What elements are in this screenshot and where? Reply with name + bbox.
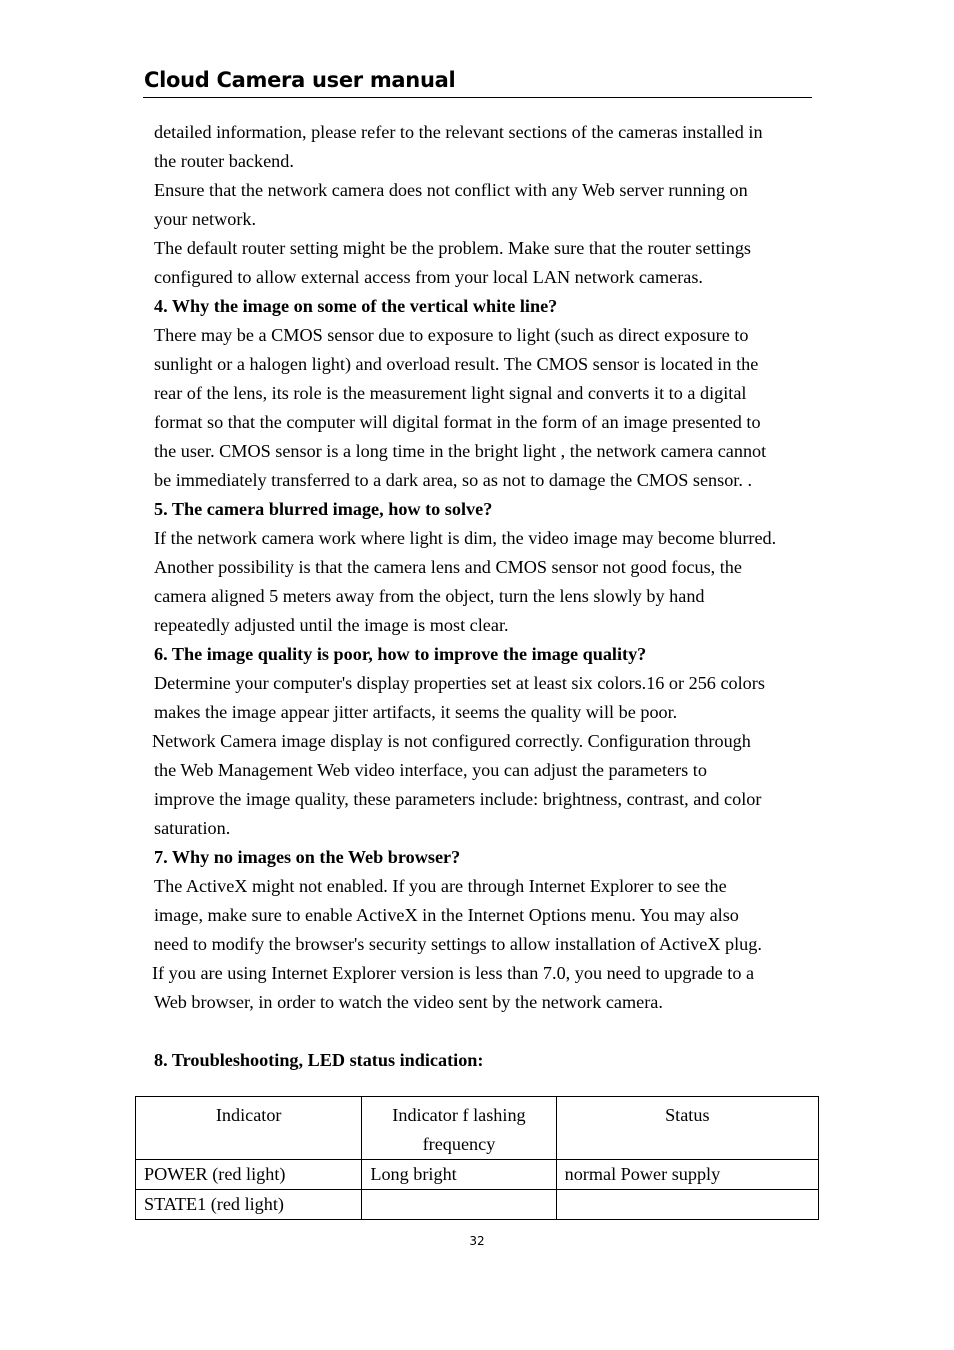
table-cell: POWER (red light) <box>136 1160 362 1190</box>
page-header <box>143 66 812 98</box>
paragraph-line: Determine your computer's display properties set at least six colors.16 or 256 colors <box>154 673 765 693</box>
table-row <box>136 1190 819 1220</box>
paragraph-line: the router backend. <box>154 151 294 171</box>
paragraph-line: camera aligned 5 meters away from the object, turn the lens slowly by hand <box>154 586 705 606</box>
table-cell: STATE1 (red light) <box>136 1190 362 1220</box>
paragraph-line: Another possibility is that the camera lens and CMOS sensor not good focus, the <box>154 557 742 577</box>
paragraph-line: format so that the computer will digital format in the form of an image presented to <box>154 412 761 432</box>
paragraph-line: Ensure that the network camera does not conflict with any Web server running on <box>154 180 748 200</box>
body-text <box>154 118 834 1075</box>
page-number: 32 <box>469 1234 485 1248</box>
table-cell: normal Power supply <box>556 1160 818 1190</box>
paragraph-line: makes the image appear jitter artifacts, it seems the quality will be poor. <box>154 702 678 722</box>
paragraph-line: rear of the lens, its role is the measurement light signal and converts it to a digital <box>154 383 747 403</box>
blank-line <box>154 1017 834 1046</box>
paragraph-line: saturation. <box>154 818 231 838</box>
paragraph-line: The ActiveX might not enabled. If you are through Internet Explorer to see the <box>154 876 727 896</box>
paragraph-line: detailed information, please refer to the relevant sections of the cameras installed in <box>154 122 763 142</box>
column-header-frequency-label: Indicator f lashing frequency <box>392 1105 526 1154</box>
paragraph-line: repeatedly adjusted until the image is most clear. <box>154 615 509 635</box>
table-cell: Long bright <box>362 1160 556 1190</box>
paragraph-line: the Web Management Web video interface, you can adjust the parameters to <box>154 760 707 780</box>
table-cell <box>556 1190 818 1220</box>
paragraph-line: There may be a CMOS sensor due to exposure to light (such as direct exposure to <box>154 325 749 345</box>
paragraph-line: be immediately transferred to a dark area, so as not to damage the CMOS sensor. . <box>154 470 752 490</box>
manual-title: Cloud Camera user manual <box>144 68 456 92</box>
led-status-table <box>135 1096 819 1220</box>
column-header-status: Status <box>556 1097 818 1160</box>
table-header-row <box>136 1097 819 1160</box>
paragraph-line: need to modify the browser's security settings to allow installation of ActiveX plug. <box>154 934 762 954</box>
paragraph-line: configured to allow external access from your local LAN network cameras. <box>154 267 703 287</box>
column-header-indicator: Indicator <box>136 1097 362 1160</box>
section-heading: 8. Troubleshooting, LED status indication: <box>154 1050 484 1070</box>
paragraph-line: improve the image quality, these parameters include: brightness, contrast, and color <box>154 789 762 809</box>
table-cell <box>362 1190 556 1220</box>
section-heading: 5. The camera blurred image, how to solve? <box>154 499 493 519</box>
column-header-frequency <box>362 1097 556 1160</box>
paragraph-line: the user. CMOS sensor is a long time in the bright light , the network camera cannot <box>154 441 767 461</box>
section-heading: 7. Why no images on the Web browser? <box>154 847 461 867</box>
table-row <box>136 1160 819 1190</box>
paragraph-line: The default router setting might be the problem. Make sure that the router settings <box>154 238 751 258</box>
section-heading: 6. The image quality is poor, how to improve the image quality? <box>154 644 647 664</box>
paragraph-line: your network. <box>154 209 257 229</box>
paragraph-line: sunlight or a halogen light) and overload result. The CMOS sensor is located in the <box>154 354 759 374</box>
paragraph-line: If you are using Internet Explorer version is less than 7.0, you need to upgrade to a <box>152 963 755 983</box>
paragraph-line: If the network camera work where light is dim, the video image may become blurred. <box>154 528 777 548</box>
paragraph-line: Web browser, in order to watch the video sent by the network camera. <box>154 992 663 1012</box>
paragraph-line: Network Camera image display is not configured correctly. Configuration through <box>152 731 751 751</box>
section-heading: 4. Why the image on some of the vertical white line? <box>154 296 558 316</box>
paragraph-line: image, make sure to enable ActiveX in the Internet Options menu. You may also <box>154 905 739 925</box>
